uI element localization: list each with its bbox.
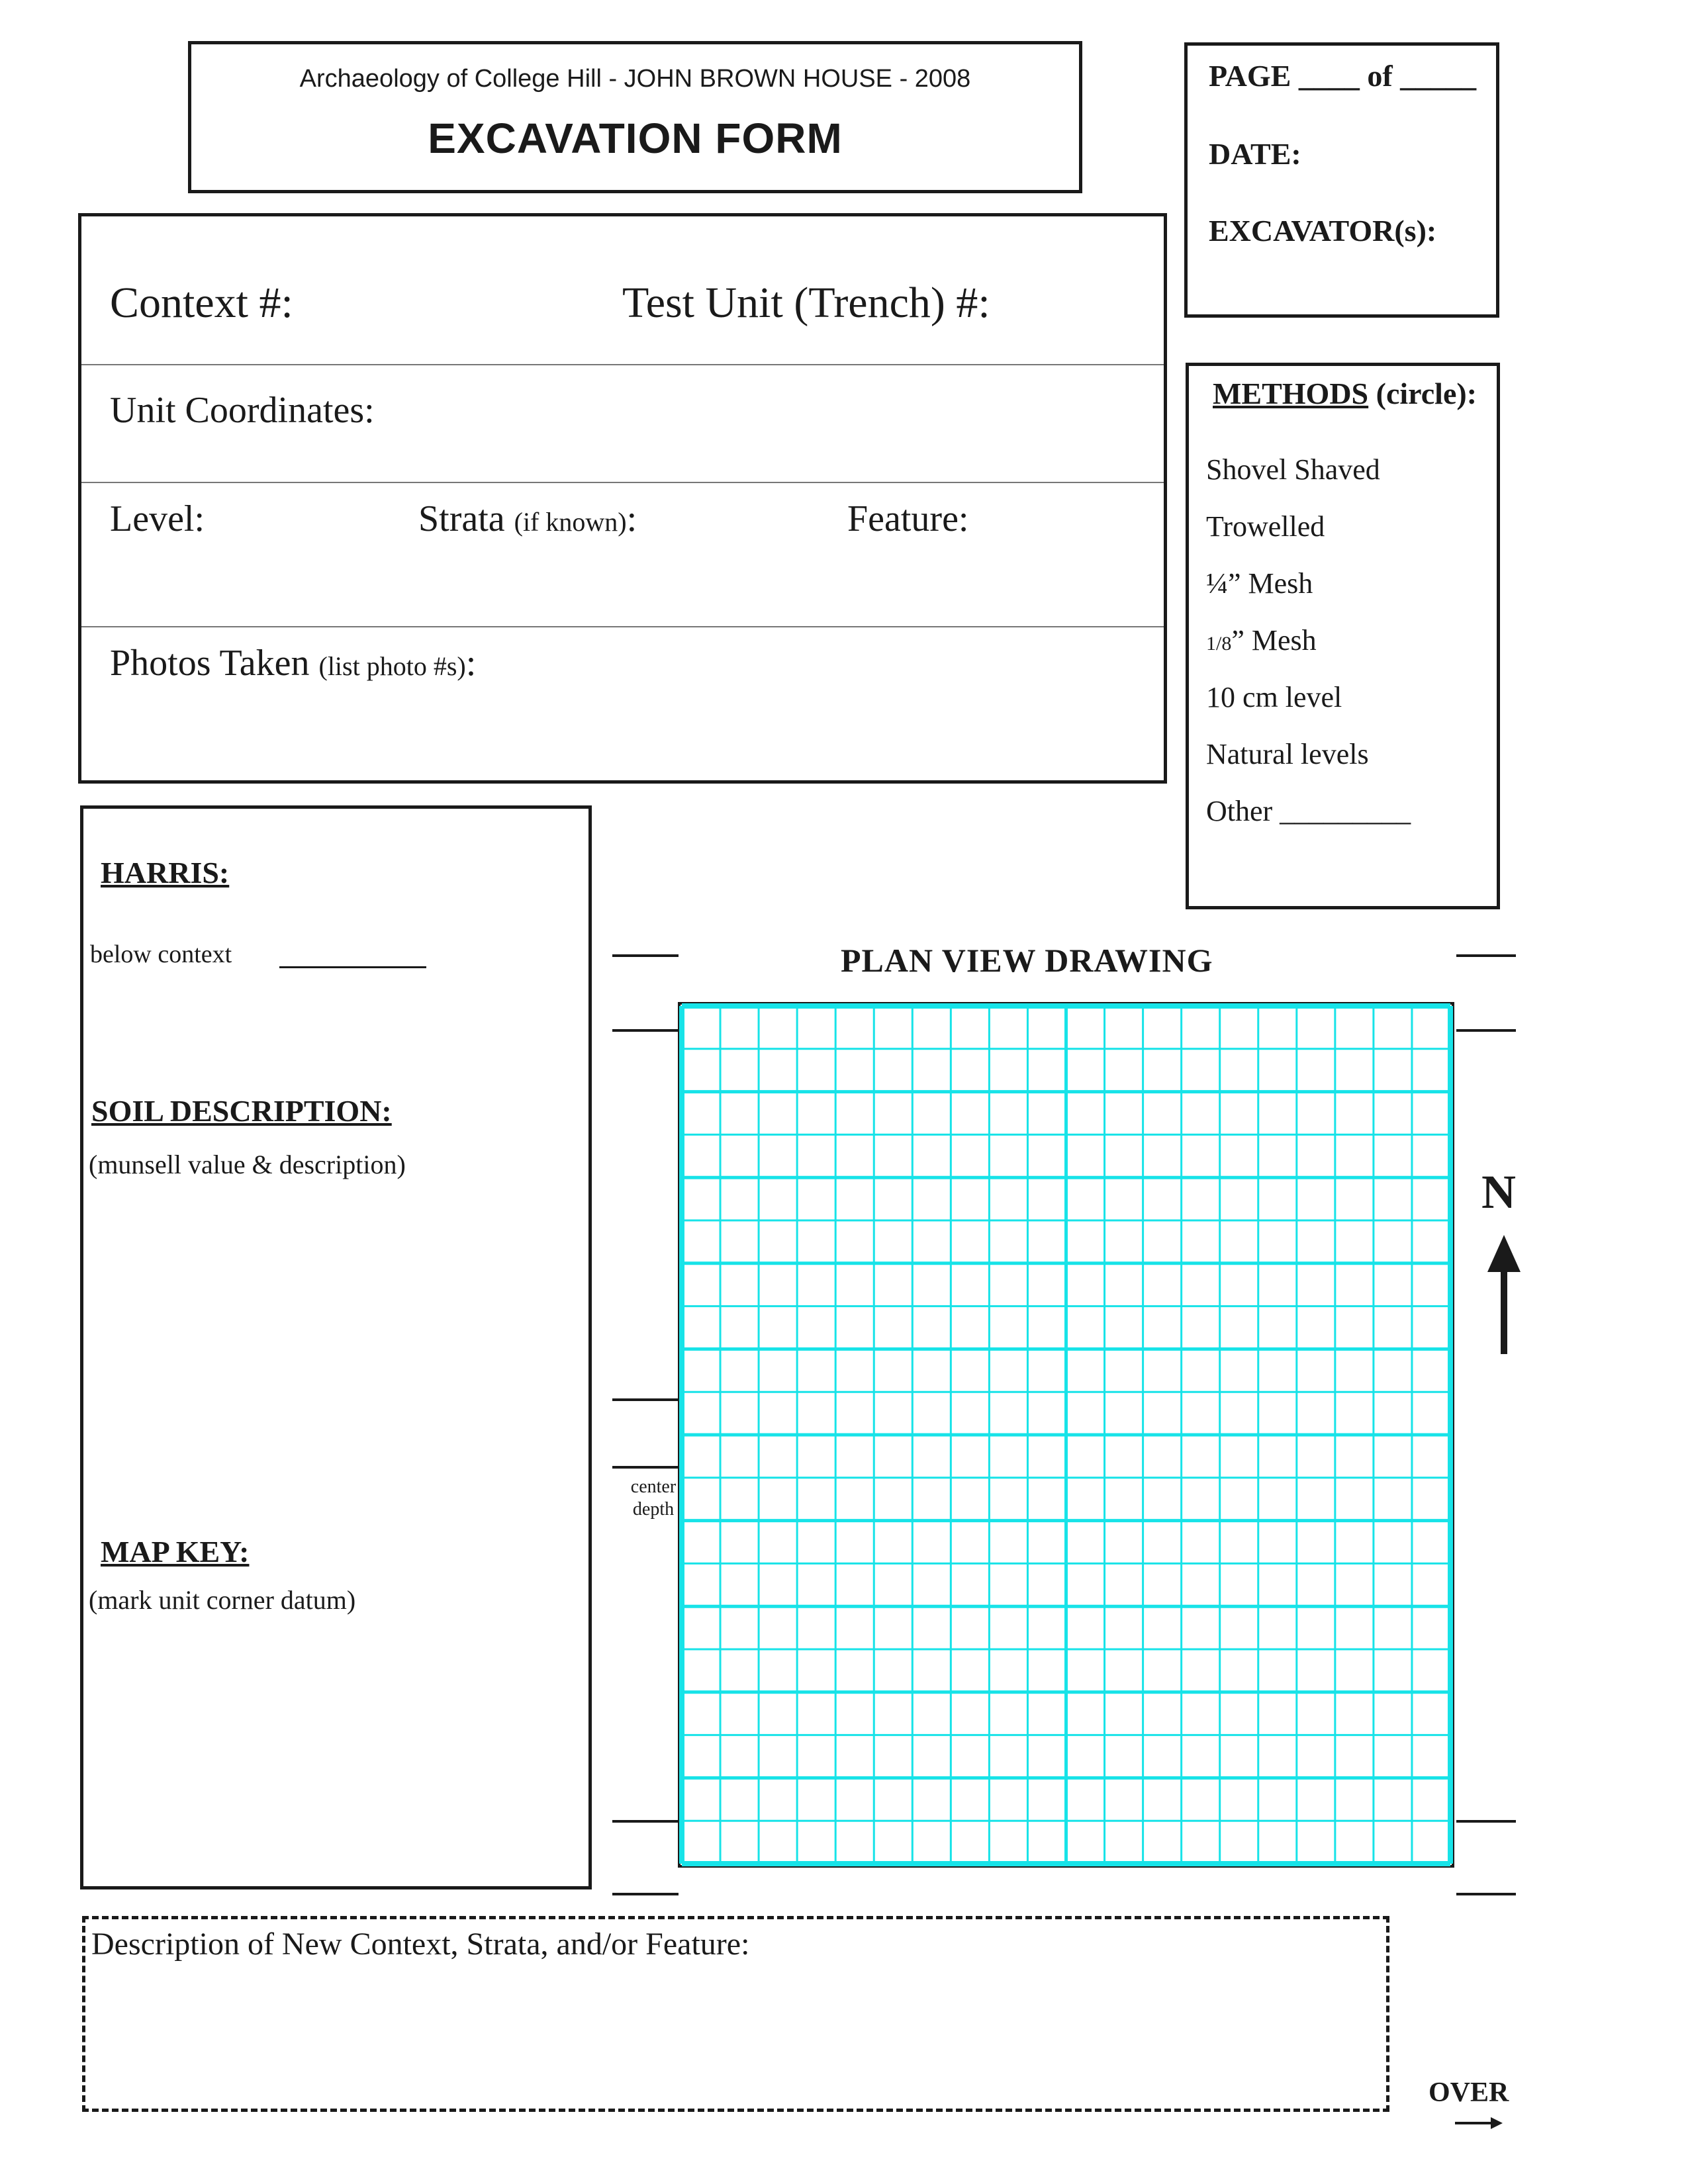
page-number-field[interactable]: PAGE ____ of _____ bbox=[1209, 59, 1477, 93]
depth-tick bbox=[1456, 954, 1516, 957]
divider bbox=[81, 482, 1164, 483]
strata-field[interactable] bbox=[418, 498, 637, 540]
center-depth-label bbox=[630, 1476, 677, 1521]
date-field[interactable]: DATE: bbox=[1209, 137, 1301, 171]
north-arrow-icon bbox=[1484, 1235, 1524, 1354]
strata-colon: : bbox=[626, 498, 637, 539]
plan-view-title: PLAN VIEW DRAWING bbox=[841, 942, 1213, 979]
unit-coordinates-field[interactable]: Unit Coordinates: bbox=[110, 390, 375, 431]
map-key-note: (mark unit corner datum) bbox=[89, 1585, 356, 1615]
test-unit-field[interactable]: Test Unit (Trench) #: bbox=[622, 279, 990, 327]
method-shovel-shaved[interactable]: Shovel Shaved bbox=[1206, 453, 1380, 486]
eighth-mesh-label: ” Mesh bbox=[1231, 624, 1317, 657]
method-other[interactable]: Other _________ bbox=[1206, 795, 1411, 827]
soil-description-heading: SOIL DESCRIPTION: bbox=[91, 1094, 392, 1128]
over-arrow-icon bbox=[1455, 2115, 1503, 2131]
methods-title-text: METHODS bbox=[1213, 377, 1369, 410]
depth-tick bbox=[612, 1398, 679, 1401]
harris-heading: HARRIS: bbox=[101, 856, 230, 889]
soil-description-note: (munsell value & description) bbox=[89, 1150, 406, 1179]
photos-field[interactable] bbox=[110, 642, 476, 684]
method-natural-levels[interactable]: Natural levels bbox=[1206, 738, 1369, 770]
center-depth-line1: center bbox=[630, 1477, 677, 1497]
photos-label: Photos Taken bbox=[110, 643, 310, 684]
feature-field[interactable]: Feature: bbox=[847, 498, 969, 539]
strata-label: Strata bbox=[418, 498, 505, 539]
methods-title bbox=[1213, 376, 1477, 411]
below-context-label: below context bbox=[90, 940, 232, 968]
below-context-field[interactable] bbox=[279, 966, 426, 968]
form-title: EXCAVATION FORM bbox=[428, 114, 843, 162]
methods-title-suffix: (circle): bbox=[1368, 377, 1477, 410]
plan-view-grid[interactable] bbox=[678, 1002, 1454, 1868]
north-label: N bbox=[1481, 1165, 1516, 1218]
center-depth-line2: depth bbox=[632, 1499, 675, 1520]
depth-tick bbox=[612, 1466, 679, 1469]
method-trowelled[interactable]: Trowelled bbox=[1206, 510, 1325, 543]
divider bbox=[81, 364, 1164, 365]
photos-colon: : bbox=[465, 643, 477, 684]
depth-tick bbox=[612, 1820, 679, 1823]
depth-tick bbox=[1456, 1029, 1516, 1032]
description-label: Description of New Context, Strata, and/or Feature: bbox=[91, 1927, 750, 1962]
photos-note: (list photo #s) bbox=[318, 651, 466, 681]
depth-tick bbox=[612, 954, 679, 957]
depth-tick bbox=[1456, 1820, 1516, 1823]
over-label: OVER bbox=[1429, 2077, 1509, 2108]
method-eighth-mesh[interactable] bbox=[1206, 623, 1317, 657]
depth-tick bbox=[612, 1893, 679, 1895]
level-field[interactable]: Level: bbox=[110, 498, 205, 539]
eighth-fraction: 1/8 bbox=[1206, 633, 1232, 655]
map-key-heading: MAP KEY: bbox=[101, 1535, 250, 1569]
depth-tick bbox=[612, 1029, 679, 1032]
project-subtitle: Archaeology of College Hill - JOHN BROWN HOUSE - 2008 bbox=[299, 65, 971, 93]
method-quarter-mesh[interactable]: ¼” Mesh bbox=[1206, 567, 1313, 600]
strata-note: (if known) bbox=[514, 507, 627, 537]
depth-tick bbox=[1456, 1893, 1516, 1895]
method-10cm-level[interactable]: 10 cm level bbox=[1206, 681, 1342, 713]
excavators-field[interactable]: EXCAVATOR(s): bbox=[1209, 214, 1437, 248]
divider bbox=[81, 626, 1164, 627]
context-number-field[interactable]: Context #: bbox=[110, 279, 293, 327]
